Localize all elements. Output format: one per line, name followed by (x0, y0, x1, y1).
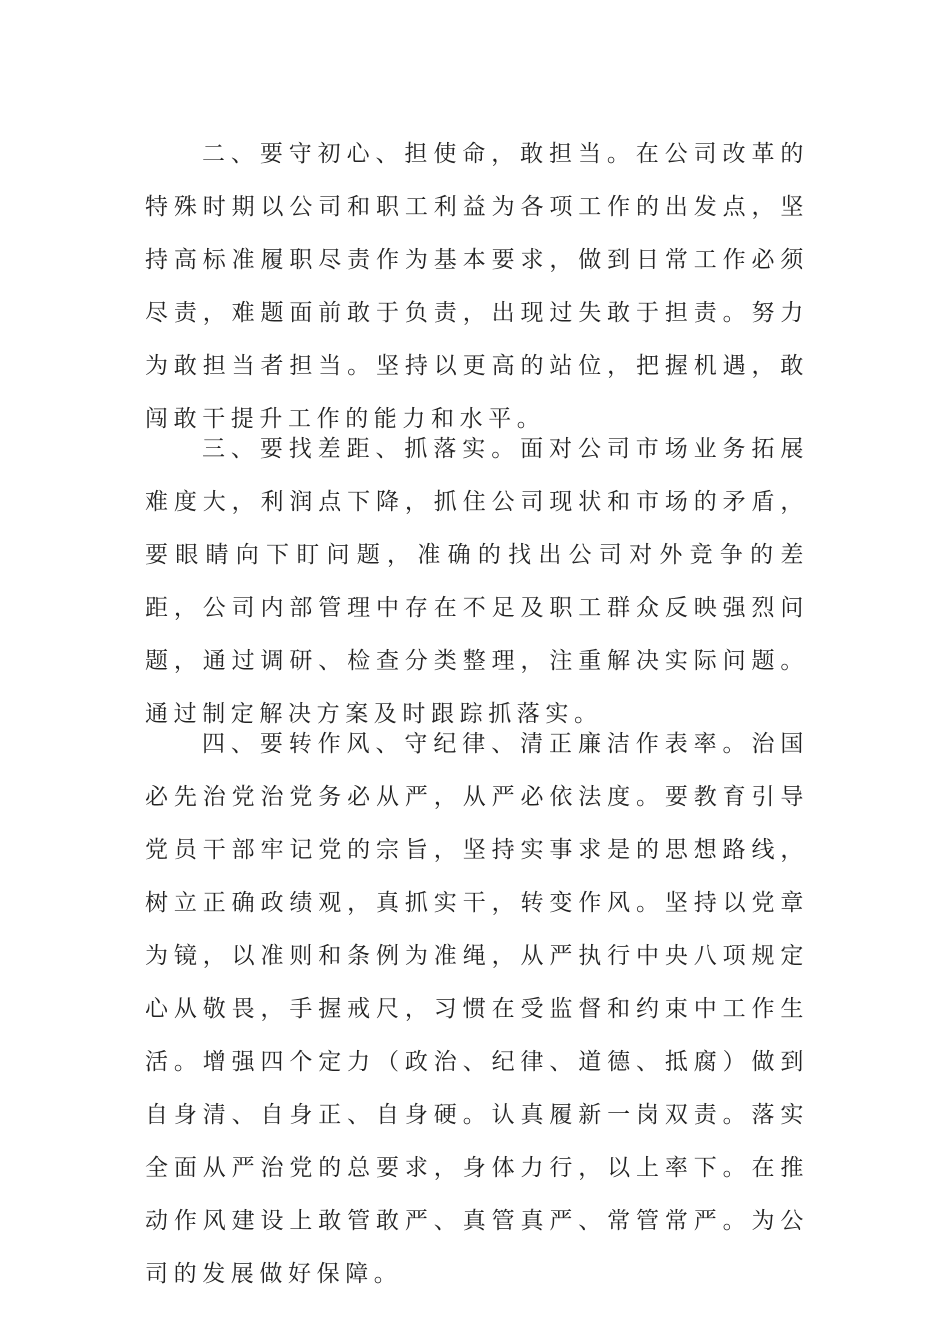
paragraph-two-shoulder-mission: 二、要守初心、担使命，敢担当。在公司改革的特殊时期以公司和职工利益为各项工作的出发点，坚持高标准履职尽责作为基本要求，做到日常工作必须尽责，难题面前敢于负责，出现过失敢于担责。努力为敢担当者担当。坚持以更高的站位，把握机遇，敢闯敢干提升工作的能力和水平。 (145, 141, 809, 432)
paragraph-four-improve-conduct: 四、要转作风、守纪律、清正廉洁作表率。治国必先治党治党务必从严，从严必依法度。要教育引导党员干部牢记党的宗旨，坚持实事求是的思想路线，树立正确政绩观，真抓实干，转变作风。坚持以党章为镜，以准则和条例为准绳，从严执行中央八项规定心从敬畏，手握戒尺，习惯在受监督和约束中工作生活。增强四个定力（政治、纪律、道德、抵腐）做到自身清、自身正、自身硬。认真履新一岗双责。落实全面从严治党的总要求，身体力行，以上率下。在推动作风建设上敢管敢严、真管真严、常管常严。为公司的发展做好保障。 (145, 731, 809, 1287)
paragraph-three-find-gaps: 三、要找差距、抓落实。面对公司市场业务拓展难度大，利润点下降，抓住公司现状和市场的矛盾，要眼睛向下盯问题，准确的找出公司对外竞争的差距，公司内部管理中存在不足及职工群众反映强烈问题，通过调研、检查分类整理，注重解决实际问题。通过制定解决方案及时跟踪抓落实。 (145, 436, 809, 727)
